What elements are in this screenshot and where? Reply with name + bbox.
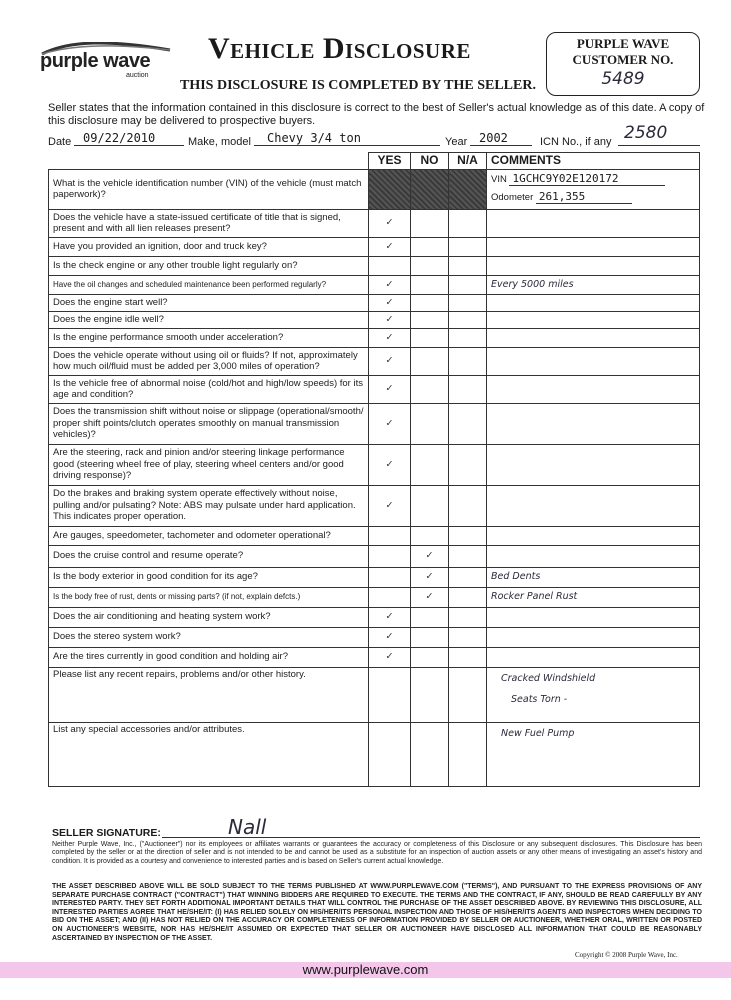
- question-row: [49, 209, 700, 237]
- question-text: Are the tires currently in good condition and holding air?: [49, 647, 369, 667]
- page-title: Vehicle Disclosure: [208, 32, 471, 65]
- odometer-label: Odometer: [491, 192, 534, 203]
- disclaimer-text: Neither Purple Wave, Inc., ("Auctioneer") nor its employees or affiliates warrants or guarantees the accuracy or completeness of this Disclosure or any subsequent disclosures. This Disclosure has been completed by the seller or at the direction of seller and is not intended to be and cannot be used as a substitute for an inspection of auction assets or any other means of investigating an asset's history and condition. It is provided as a courtesy and convenience to interested parties and is based on Seller's current actual knowledge.: [52, 841, 702, 865]
- question-text: List any special accessories and/or attributes.: [49, 722, 369, 786]
- empty-check-cell: [449, 722, 487, 786]
- no-check: [411, 237, 449, 256]
- na-check: [449, 587, 487, 607]
- comment-text: [487, 328, 700, 347]
- comment-text: [487, 237, 700, 256]
- comment-text: New Fuel Pump: [501, 727, 575, 739]
- question-row: [49, 545, 700, 567]
- yes-check: [369, 256, 411, 275]
- question-text: Do the brakes and braking system operate effectively without noise, pulling and/or pulsating? Note: ABS may pulsate under hard application. This indicates proper operation.: [49, 485, 369, 526]
- vin-row: [49, 169, 700, 209]
- comment-text: Rocker Panel Rust: [487, 587, 700, 607]
- icn-field: 2580: [618, 131, 700, 146]
- empty-check-cell: [369, 667, 411, 722]
- question-row: [49, 567, 700, 587]
- no-check: [411, 485, 449, 526]
- disclosure-table: [48, 152, 700, 787]
- question-text: Does the engine idle well?: [49, 311, 369, 328]
- question-row: [49, 444, 700, 485]
- yes-check: [369, 567, 411, 587]
- date-field: 09/22/2010: [74, 131, 184, 146]
- question-row: [49, 311, 700, 328]
- signature-mark: Nall: [228, 815, 267, 839]
- customer-label-1: PURPLE WAVE: [576, 36, 670, 51]
- odometer-value: 261,355: [536, 191, 632, 204]
- yes-check: ✓: [369, 627, 411, 647]
- na-check: [449, 567, 487, 587]
- comment-text: [487, 347, 700, 375]
- make-field: Chevy 3/4 ton: [254, 131, 440, 146]
- question-row: [49, 294, 700, 311]
- na-check: [449, 444, 487, 485]
- na-header: N/A: [449, 153, 487, 170]
- intro-text: Seller states that the information contained in this disclosure is correct to the best of Seller's actual knowledge as of this date. A copy of this disclosure may be delivered to prospective buyers.: [48, 102, 705, 127]
- yes-check: ✓: [369, 347, 411, 375]
- question-row: [49, 607, 700, 627]
- comment-text: Bed Dents: [487, 567, 700, 587]
- date-label: Date: [48, 136, 72, 148]
- question-text: Does the vehicle have a state-issued certificate of title that is signed, present and with all lien releases present?: [49, 209, 369, 237]
- vin-label: VIN: [491, 174, 507, 185]
- na-check: [449, 311, 487, 328]
- question-text: Is the engine performance smooth under acceleration?: [49, 328, 369, 347]
- question-row: [49, 627, 700, 647]
- yes-check: ✓: [369, 607, 411, 627]
- comment-cell: [487, 722, 700, 786]
- question-text: Is the vehicle free of abnormal noise (cold/hot and high/low speeds) for its age and condition?: [49, 375, 369, 403]
- question-text: Does the air conditioning and heating system work?: [49, 607, 369, 627]
- yes-header: YES: [369, 153, 411, 170]
- no-check: [411, 311, 449, 328]
- empty-check-cell: [411, 667, 449, 722]
- comment-text: [487, 294, 700, 311]
- no-shaded-cell: [411, 169, 449, 209]
- yes-check: ✓: [369, 209, 411, 237]
- comment-cell: [487, 667, 700, 722]
- comment-text: [487, 444, 700, 485]
- comment-text: [487, 607, 700, 627]
- history-row: [49, 722, 700, 786]
- logo-subtext: auction: [126, 72, 149, 79]
- vehicle-meta-line: [48, 123, 708, 151]
- no-check: [411, 526, 449, 545]
- no-check: [411, 607, 449, 627]
- vin-odometer-cell: [487, 169, 700, 209]
- question-row: [49, 328, 700, 347]
- no-check: ✓: [411, 545, 449, 567]
- year-label: Year: [445, 136, 468, 148]
- na-check: [449, 294, 487, 311]
- vin-value: 1GCHC9Y02E120172: [509, 173, 665, 186]
- yes-check: ✓: [369, 275, 411, 294]
- yes-check: ✓: [369, 647, 411, 667]
- no-check: ✓: [411, 567, 449, 587]
- na-shaded-cell: [449, 169, 487, 209]
- na-check: [449, 627, 487, 647]
- question-row: [49, 375, 700, 403]
- copyright: Copyright © 2008 Purple Wave, Inc.: [575, 951, 678, 959]
- yes-shaded-cell: [369, 169, 411, 209]
- no-check: [411, 209, 449, 237]
- question-text: Is the body exterior in good condition for its age?: [49, 567, 369, 587]
- question-row: [49, 403, 700, 444]
- yes-check: ✓: [369, 375, 411, 403]
- purple-wave-logo: [40, 42, 175, 82]
- na-check: [449, 209, 487, 237]
- no-check: [411, 347, 449, 375]
- comment-text: [487, 485, 700, 526]
- yes-check: ✓: [369, 237, 411, 256]
- no-check: [411, 294, 449, 311]
- question-row: [49, 647, 700, 667]
- comment-text: [487, 311, 700, 328]
- no-check: [411, 375, 449, 403]
- question-row: [49, 526, 700, 545]
- na-check: [449, 328, 487, 347]
- empty-check-cell: [369, 722, 411, 786]
- na-check: [449, 347, 487, 375]
- na-check: [449, 275, 487, 294]
- question-text: Does the stereo system work?: [49, 627, 369, 647]
- yes-check: ✓: [369, 403, 411, 444]
- question-text: Does the cruise control and resume operate?: [49, 545, 369, 567]
- na-check: [449, 485, 487, 526]
- vin-question: What is the vehicle identification number (VIN) of the vehicle (must match paperwork)?: [49, 169, 369, 209]
- comment-text: [487, 627, 700, 647]
- no-check: [411, 275, 449, 294]
- empty-check-cell: [449, 667, 487, 722]
- logo-text: purple wave: [40, 50, 151, 72]
- na-check: [449, 526, 487, 545]
- comment-text: [487, 647, 700, 667]
- question-text: Please list any recent repairs, problems and/or other history.: [49, 667, 369, 722]
- na-check: [449, 545, 487, 567]
- seller-signature: [48, 815, 700, 839]
- question-text: Have you provided an ignition, door and truck key?: [49, 237, 369, 256]
- question-row: [49, 237, 700, 256]
- customer-number-box: [546, 32, 700, 96]
- question-text: Are the steering, rack and pinion and/or steering linkage performance good (steering wheel free of play, steering wheel centers and/or good driving response)?: [49, 444, 369, 485]
- empty-check-cell: [411, 722, 449, 786]
- no-header: NO: [411, 153, 449, 170]
- comments-header: COMMENTS: [487, 153, 700, 170]
- question-text: Is the body free of rust, dents or missing parts? (if not, explain defcts.): [49, 587, 369, 607]
- make-label: Make, model: [188, 136, 251, 148]
- yes-check: ✓: [369, 311, 411, 328]
- yes-check: [369, 526, 411, 545]
- customer-number: 5489: [601, 69, 645, 89]
- no-check: [411, 256, 449, 275]
- question-text: Is the check engine or any other trouble light regularly on?: [49, 256, 369, 275]
- year-field: 2002: [470, 131, 532, 146]
- na-check: [449, 256, 487, 275]
- yes-check: ✓: [369, 328, 411, 347]
- yes-check: ✓: [369, 444, 411, 485]
- na-check: [449, 375, 487, 403]
- na-check: [449, 607, 487, 627]
- question-row: [49, 485, 700, 526]
- question-row: [49, 587, 700, 607]
- question-row: [49, 347, 700, 375]
- comment-text: [487, 375, 700, 403]
- no-check: [411, 444, 449, 485]
- comment-text: [487, 256, 700, 275]
- icn-label: ICN No., if any: [540, 136, 612, 148]
- question-text: Have the oil changes and scheduled maintenance been performed regularly?: [49, 275, 369, 294]
- page-subtitle: THIS DISCLOSURE IS COMPLETED BY THE SELLER.: [180, 78, 536, 93]
- comment-text: [487, 545, 700, 567]
- signature-label: SELLER SIGNATURE:: [52, 827, 161, 839]
- question-text: Does the transmission shift without noise or slippage (operational/smooth/ proper shift points/clutch operates smoothly on manual transmission vehicles)?: [49, 403, 369, 444]
- comment-text: Seats Torn -: [511, 694, 568, 705]
- yes-check: ✓: [369, 294, 411, 311]
- comment-text: [487, 209, 700, 237]
- yes-check: [369, 545, 411, 567]
- no-check: [411, 328, 449, 347]
- na-check: [449, 647, 487, 667]
- footer-url-bar[interactable]: www.purplewave.com: [0, 962, 731, 978]
- yes-check: [369, 587, 411, 607]
- history-row: [49, 667, 700, 722]
- question-row: [49, 275, 700, 294]
- yes-check: ✓: [369, 485, 411, 526]
- question-text: Does the engine start well?: [49, 294, 369, 311]
- comment-text: Cracked Windshield: [501, 672, 596, 684]
- customer-label-2: CUSTOMER NO.: [572, 52, 674, 67]
- comment-text: Every 5000 miles: [487, 275, 700, 294]
- comment-text: [487, 403, 700, 444]
- terms-text: THE ASSET DESCRIBED ABOVE WILL BE SOLD SUBJECT TO THE TERMS PUBLISHED AT WWW.PURPLEWAVE.COM ("TERMS"), AND PURSUANT TO THE EXPRESS PROVISIONS OF ANY SEPARATE PURCHASE CONTRACT ("CONTRACT") THAT WINNING BIDDERS ARE REQUIRED TO EXECUTE. THE TERMS AND THE CONTRACT, IF ANY, SHOULD BE READ CAREFULLY BY ANY INTERESTED PARTY. THEY SET FORTH ADDITIONAL IMPORTANT DETAILS THAT WILL CONTROL THE PURCHASE OF THE ASSET DESCRIBED ABOVE. BY REVIEWING THIS DISCLOSURE, ALL INTERESTED PARTIES AGREE THAT HE/SHE/IT: (I) HAS RELIED SOLELY ON HIS/HER/ITS PERSONAL INSPECTION AND THOSE OF HIS/HER/ITS AGENTS AND INSPECTORS WHEN DECIDING TO BID ON THE ASSET; AND (II) HAS NOT RELIED ON THE ACCURACY OR COMPLETENESS OF INFORMATION PROVIDED BY SELLER OR AUCTIONEER, WHETHER ORAL, WRITTEN OR POSTED ON AUCTIONEER'S WEBSITE, NOR HAS HE/SHE/IT ASSUMED OR EXPECTED THAT SELLER OR AUCTIONEER HAVE DISCLOSED ALL INFORMATION THAT COULD BE REASONABLY ASCERTAINED BY INSPECTION OF THE ASSET.: [52, 883, 702, 942]
- no-check: [411, 403, 449, 444]
- comment-text: [487, 526, 700, 545]
- question-text: Does the vehicle operate without using oil or fluids? If not, approximately how much oil/fluid must be added per 3,000 miles of operation?: [49, 347, 369, 375]
- no-check: [411, 647, 449, 667]
- na-check: [449, 403, 487, 444]
- question-text: Are gauges, speedometer, tachometer and odometer operational?: [49, 526, 369, 545]
- question-row: [49, 256, 700, 275]
- na-check: [449, 237, 487, 256]
- no-check: ✓: [411, 587, 449, 607]
- no-check: [411, 627, 449, 647]
